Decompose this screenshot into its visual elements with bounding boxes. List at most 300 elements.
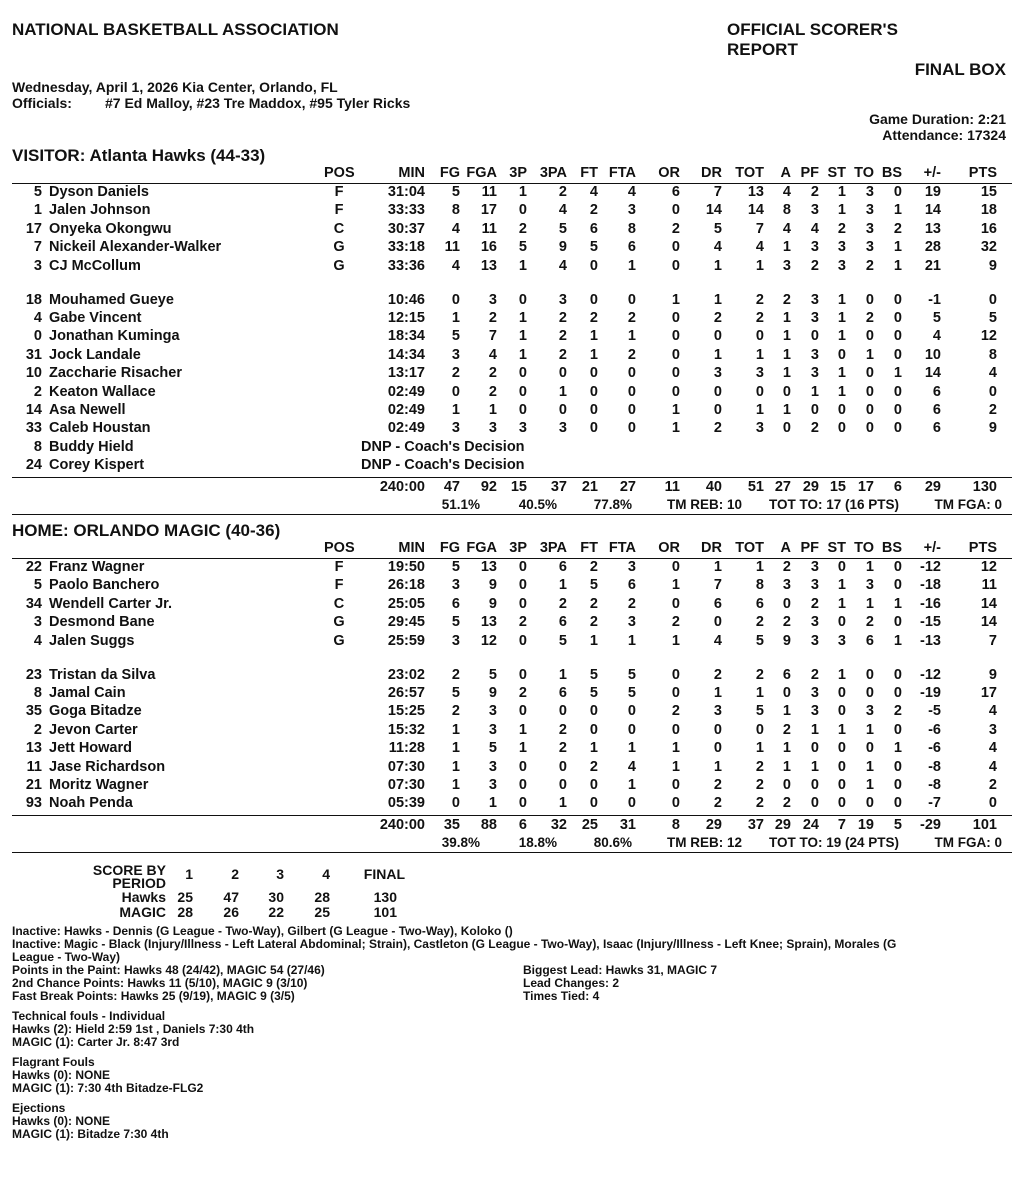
stat-st: 0 [837, 777, 846, 793]
stat-ft: 0 [589, 383, 598, 400]
col-a: A [780, 165, 791, 181]
stat-fga: 13 [480, 559, 497, 575]
stat-fg: 4 [451, 220, 460, 237]
stat-or: 0 [671, 666, 680, 683]
stat-fg: 3 [451, 632, 460, 649]
stat-tot: 8 [755, 577, 764, 594]
total-pts: 101 [972, 816, 997, 833]
stat-pts: 14 [980, 595, 997, 612]
stat-st: 3 [837, 257, 846, 274]
stat-3pa: 0 [558, 402, 567, 418]
total-3pa: 37 [550, 478, 567, 495]
ejections-magic: MAGIC (1): Bitadze 7:30 4th [12, 1127, 169, 1141]
total-tot: 51 [747, 478, 764, 495]
visitor-totals-row [12, 479, 1012, 497]
stat-3p: 1 [518, 310, 527, 326]
stat-or: 0 [671, 595, 680, 612]
col-fta: FTA [608, 165, 636, 181]
three-percentage: 18.8% [518, 834, 557, 850]
stat-pf: 2 [810, 184, 819, 200]
stat-bs: 0 [893, 777, 902, 793]
stat-dr: 1 [713, 758, 722, 775]
stat-3pa: 2 [558, 346, 567, 363]
stat-tot: 5 [755, 632, 764, 649]
col-a: A [780, 540, 791, 556]
stat-min: 13:17 [387, 365, 425, 382]
stat-st: 1 [837, 595, 846, 612]
jersey-number: 3 [33, 614, 42, 631]
inactive-magic: Inactive: Magic - Black (Injury/Illness - Left Lateral Abdominal; Strain), Castleton (G League - Two-Way), Isaac (Injury/Illness - Left Knee; Sprain), Morales (G [12, 937, 897, 951]
notes-block [12, 925, 896, 1141]
stat-bs: 0 [893, 420, 902, 437]
player-row [12, 596, 1012, 614]
stat-pts: 4 [988, 740, 997, 757]
stat-ft: 2 [589, 559, 598, 575]
stat-bs: 1 [893, 365, 902, 382]
stat-fga: 3 [488, 721, 497, 738]
stat-bs: 0 [893, 685, 902, 701]
stat-pf: 3 [810, 239, 819, 256]
stat-3pa: 5 [558, 632, 567, 649]
col-plus-minus: +/- [923, 165, 941, 181]
stat-a: 3 [782, 257, 791, 274]
stat-tot: 1 [755, 257, 764, 274]
jersey-number: 4 [33, 632, 42, 649]
period-score: 47 [223, 889, 239, 905]
stat-bs: 1 [893, 595, 902, 612]
stat-tot: 3 [755, 420, 764, 437]
col-or: OR [658, 165, 680, 181]
stat-min: 23:02 [387, 666, 425, 683]
stat-bs: 0 [893, 184, 902, 200]
flagrant-fouls-hawks: Hawks (0): NONE [12, 1068, 111, 1082]
stat-bs: 0 [893, 402, 902, 418]
stat-to: 0 [865, 666, 874, 683]
stat-fga: 5 [488, 740, 497, 757]
stat-fta: 2 [627, 310, 636, 326]
player-row [12, 740, 1012, 758]
stat-to: 3 [865, 239, 874, 256]
stat-pf: 3 [810, 559, 819, 575]
stat-fga: 3 [488, 420, 497, 437]
stat-bs: 0 [893, 559, 902, 575]
jersey-number: 18 [25, 291, 42, 308]
col-pos: POS [324, 165, 355, 181]
player-position: G [333, 239, 345, 256]
stat-min: 33:33 [387, 202, 425, 219]
stat-ft: 0 [589, 703, 598, 720]
stat-dr: 2 [713, 310, 722, 326]
stat-to: 2 [865, 310, 874, 326]
total-fg: 47 [443, 478, 460, 495]
totals-rule [12, 477, 1012, 478]
stat-dr: 4 [713, 239, 722, 256]
stat-3p: 2 [518, 220, 527, 237]
stat-3p: 0 [518, 632, 527, 649]
fast-break-points: Fast Break Points: Hawks 25 (9/19), MAGIC 9 (3/5) [12, 989, 295, 1003]
total-st: 15 [829, 478, 846, 495]
stat-a: 1 [782, 328, 791, 345]
total-st: 7 [837, 816, 846, 833]
col-pts: PTS [968, 540, 997, 556]
attendance: Attendance: 17324 [882, 127, 1006, 143]
stat-3pa: 0 [558, 777, 567, 793]
visitor-percentages-row [12, 497, 1012, 515]
stat-fta: 1 [627, 328, 636, 345]
stat-to: 1 [865, 721, 874, 738]
player-position: G [333, 257, 345, 274]
player-row [12, 759, 1012, 777]
stat-min: 15:32 [387, 721, 425, 738]
player-name: Jamal Cain [49, 685, 126, 701]
stat-dr: 7 [713, 184, 722, 200]
stat-3p: 3 [518, 420, 527, 437]
stat-pf: 2 [810, 666, 819, 683]
jersey-number: 8 [33, 438, 42, 455]
stat-fta: 0 [627, 383, 636, 400]
player-row [12, 667, 1012, 685]
stat-3p: 5 [518, 239, 527, 256]
stat-to: 3 [865, 577, 874, 594]
stat-min: 19:50 [387, 559, 425, 575]
stat-pf: 3 [810, 202, 819, 219]
stat-fg: 5 [451, 685, 460, 701]
stat-tot: 5 [755, 703, 764, 720]
lead-changes: Lead Changes: 2 [523, 976, 620, 990]
stat-min: 15:25 [387, 703, 425, 720]
stat-plus-minus: -15 [920, 614, 941, 631]
sbp-label-line1: SCORE BY [92, 862, 166, 878]
stat-or: 1 [671, 402, 680, 418]
stat-tot: 1 [755, 346, 764, 363]
player-row [12, 239, 1012, 257]
stat-min: 02:49 [387, 383, 425, 400]
player-name: Franz Wagner [49, 559, 145, 575]
stat-pts: 0 [988, 795, 997, 812]
ejections-hawks: Hawks (0): NONE [12, 1114, 111, 1128]
stat-fga: 3 [488, 703, 497, 720]
player-name: Caleb Houstan [49, 420, 151, 437]
stat-or: 2 [671, 220, 680, 237]
stat-3pa: 2 [558, 595, 567, 612]
stat-min: 33:36 [387, 257, 425, 274]
dnp-note: DNP - Coach's Decision [361, 457, 525, 474]
stat-fta: 4 [627, 184, 636, 200]
stat-fg: 3 [451, 577, 460, 594]
stat-or: 1 [671, 758, 680, 775]
player-position: C [333, 595, 345, 612]
stat-pts: 0 [988, 291, 997, 308]
stat-plus-minus: 4 [932, 328, 941, 345]
player-name: Goga Bitadze [49, 703, 142, 720]
stat-fga: 9 [488, 577, 497, 594]
stat-plus-minus: 10 [924, 346, 941, 363]
stat-fga: 5 [488, 666, 497, 683]
total-pf: 29 [802, 478, 819, 495]
player-row [12, 402, 1012, 420]
stat-st: 2 [837, 220, 846, 237]
stat-dr: 2 [713, 666, 722, 683]
col-or: OR [658, 540, 680, 556]
stat-a: 0 [782, 685, 791, 701]
jersey-number: 1 [33, 202, 42, 219]
stat-pts: 16 [980, 220, 997, 237]
stat-3p: 1 [518, 184, 527, 200]
stat-tot: 2 [755, 310, 764, 326]
stat-a: 1 [782, 310, 791, 326]
stat-pf: 1 [810, 758, 819, 775]
stat-fga: 4 [488, 346, 497, 363]
stat-fg: 3 [451, 420, 460, 437]
total-3p: 6 [518, 816, 527, 833]
total-min: 240:00 [379, 816, 425, 833]
stat-dr: 2 [713, 795, 722, 812]
stat-pf: 0 [810, 740, 819, 757]
stat-3p: 0 [518, 758, 527, 775]
jersey-number: 4 [33, 310, 42, 326]
col-ft: FT [580, 165, 598, 181]
team-fga: TM FGA: 0 [934, 834, 1002, 850]
stat-to: 3 [865, 220, 874, 237]
stat-st: 0 [837, 346, 846, 363]
stat-plus-minus: -18 [920, 577, 941, 594]
stat-a: 1 [782, 239, 791, 256]
stat-tot: 14 [747, 202, 764, 219]
jersey-number: 0 [33, 328, 42, 345]
stat-plus-minus: 19 [924, 184, 941, 200]
stat-a: 0 [782, 777, 791, 793]
stat-fg: 11 [444, 239, 460, 256]
stat-3pa: 9 [558, 239, 567, 256]
stat-pf: 2 [810, 257, 819, 274]
stat-3p: 1 [518, 328, 527, 345]
stat-st: 1 [837, 202, 846, 219]
stat-plus-minus: 14 [924, 202, 941, 219]
player-name: Asa Newell [49, 402, 126, 418]
period-score: 22 [268, 904, 284, 920]
stat-fg: 1 [451, 777, 460, 793]
stat-a: 3 [782, 577, 791, 594]
stat-3p: 0 [518, 577, 527, 594]
total-fg: 35 [443, 816, 460, 833]
stat-a: 8 [782, 202, 791, 219]
report-title [727, 20, 898, 60]
stat-ft: 5 [589, 577, 598, 594]
stat-a: 9 [782, 632, 791, 649]
visitor-team-title: VISITOR: Atlanta Hawks (44-33) [12, 146, 266, 165]
stat-pf: 3 [810, 291, 819, 308]
stat-dr: 1 [713, 685, 722, 701]
sbp-team-name: MAGIC [119, 904, 166, 920]
stat-dr: 6 [713, 595, 722, 612]
stat-fga: 12 [480, 632, 497, 649]
stat-pts: 4 [988, 703, 997, 720]
stat-to: 0 [865, 420, 874, 437]
stat-pts: 12 [980, 559, 997, 575]
stat-ft: 4 [589, 184, 598, 200]
stat-ft: 2 [589, 310, 598, 326]
stat-fg: 5 [451, 559, 460, 575]
stat-to: 0 [865, 740, 874, 757]
player-position: F [334, 202, 344, 219]
stat-3pa: 3 [558, 291, 567, 308]
col-bs: BS [881, 540, 902, 556]
col-tot: TOT [735, 165, 764, 181]
total-fta: 31 [619, 816, 636, 833]
stat-or: 0 [671, 346, 680, 363]
stat-to: 3 [865, 184, 874, 200]
total-ft: 21 [581, 478, 598, 495]
stat-fga: 1 [488, 795, 497, 812]
stat-ft: 1 [589, 632, 598, 649]
home-column-headers [12, 540, 1012, 558]
report-title-line1: OFFICIAL SCORER'S [727, 20, 898, 39]
jersey-number: 17 [25, 220, 42, 237]
stat-fga: 9 [488, 685, 497, 701]
stat-pf: 3 [810, 614, 819, 631]
stat-pf: 2 [810, 420, 819, 437]
total-bs: 6 [893, 478, 902, 495]
period-score: 25 [314, 904, 330, 920]
stat-plus-minus: -8 [928, 777, 941, 793]
stat-pts: 18 [980, 202, 997, 219]
stat-or: 0 [671, 310, 680, 326]
col-to: TO [854, 540, 874, 556]
player-name: Moritz Wagner [49, 777, 149, 793]
stat-or: 0 [671, 685, 680, 701]
player-row [12, 347, 1012, 365]
stat-min: 07:30 [387, 758, 425, 775]
stat-plus-minus: 14 [924, 365, 941, 382]
stat-tot: 4 [755, 239, 764, 256]
tech-fouls-title: Technical fouls - Individual [12, 1009, 166, 1023]
player-name: Keaton Wallace [49, 383, 156, 400]
jersey-number: 3 [33, 257, 42, 274]
dnp-row [12, 457, 1012, 475]
points-in-paint: Points in the Paint: Hawks 48 (24/42), MAGIC 54 (27/46) [12, 963, 325, 977]
stat-fg: 0 [451, 795, 460, 812]
stat-fg: 6 [451, 595, 460, 612]
final-score: 130 [373, 889, 397, 905]
stat-pts: 0 [988, 383, 997, 400]
stat-a: 0 [782, 595, 791, 612]
period-score: 28 [314, 889, 330, 905]
stat-fg: 2 [451, 666, 460, 683]
player-row [12, 703, 1012, 721]
stat-bs: 2 [893, 220, 902, 237]
stat-a: 4 [782, 220, 791, 237]
col-fg: FG [439, 540, 460, 556]
stat-plus-minus: 6 [932, 420, 941, 437]
stat-ft: 2 [589, 202, 598, 219]
stat-bs: 1 [893, 257, 902, 274]
stat-pf: 0 [810, 795, 819, 812]
col-fga: FGA [466, 540, 497, 556]
stat-bs: 0 [893, 758, 902, 775]
stat-3p: 0 [518, 795, 527, 812]
stat-dr: 14 [705, 202, 722, 219]
player-row [12, 577, 1012, 595]
report-title-line2: REPORT [727, 40, 798, 59]
col-to: TO [854, 165, 874, 181]
stat-tot: 13 [747, 184, 764, 200]
stat-plus-minus: 6 [932, 383, 941, 400]
total-tot: 37 [747, 816, 764, 833]
stat-or: 1 [671, 291, 680, 308]
player-row [12, 722, 1012, 740]
stat-fga: 13 [480, 257, 497, 274]
col-min: MIN [398, 165, 425, 181]
stat-a: 0 [782, 383, 791, 400]
section-rule [12, 514, 1012, 515]
stat-pf: 3 [810, 632, 819, 649]
stat-st: 0 [837, 402, 846, 418]
stat-min: 11:28 [388, 740, 425, 757]
stat-a: 1 [782, 758, 791, 775]
player-name: Zaccharie Risacher [49, 365, 182, 382]
stat-pf: 3 [810, 365, 819, 382]
stat-bs: 0 [893, 666, 902, 683]
player-row [12, 633, 1012, 651]
col-fga: FGA [466, 165, 497, 181]
stat-3p: 0 [518, 291, 527, 308]
stat-ft: 2 [589, 595, 598, 612]
stat-3pa: 6 [558, 559, 567, 575]
stat-tot: 7 [755, 220, 764, 237]
period-score: 26 [223, 904, 239, 920]
stat-3p: 0 [518, 559, 527, 575]
stat-plus-minus: 21 [924, 257, 941, 274]
stat-tot: 2 [755, 758, 764, 775]
stat-min: 30:37 [387, 220, 425, 237]
stat-fta: 0 [627, 365, 636, 382]
stat-or: 0 [671, 365, 680, 382]
stat-plus-minus: 6 [932, 402, 941, 418]
stat-3p: 0 [518, 365, 527, 382]
stat-pf: 0 [810, 328, 819, 345]
col-3p: 3P [509, 540, 527, 556]
player-row [12, 777, 1012, 795]
home-team-title: HOME: ORLANDO MAGIC (40-36) [12, 521, 281, 540]
total-3p: 15 [510, 478, 527, 495]
stat-3p: 1 [518, 721, 527, 738]
col-tot: TOT [735, 540, 764, 556]
stat-pf: 3 [810, 346, 819, 363]
stat-plus-minus: -13 [920, 632, 941, 649]
stat-a: 2 [782, 795, 791, 812]
player-name: Gabe Vincent [49, 310, 142, 326]
stat-st: 1 [837, 184, 846, 200]
stat-tot: 0 [755, 721, 764, 738]
stat-or: 0 [671, 721, 680, 738]
jersey-number: 34 [25, 595, 42, 612]
stat-pts: 2 [988, 402, 997, 418]
stat-min: 12:15 [387, 310, 425, 326]
stat-pts: 3 [988, 721, 997, 738]
stat-to: 1 [865, 777, 874, 793]
stat-st: 1 [837, 365, 846, 382]
stat-3pa: 2 [558, 328, 567, 345]
period-score: 28 [177, 904, 193, 920]
stat-fg: 5 [451, 328, 460, 345]
stat-fta: 8 [627, 220, 636, 237]
stat-st: 1 [837, 577, 846, 594]
stat-3pa: 2 [558, 310, 567, 326]
stat-pts: 5 [988, 310, 997, 326]
second-chance-points: 2nd Chance Points: Hawks 11 (5/10), MAGIC 9 (3/10) [12, 976, 308, 990]
stat-tot: 2 [755, 291, 764, 308]
stat-ft: 2 [589, 614, 598, 631]
